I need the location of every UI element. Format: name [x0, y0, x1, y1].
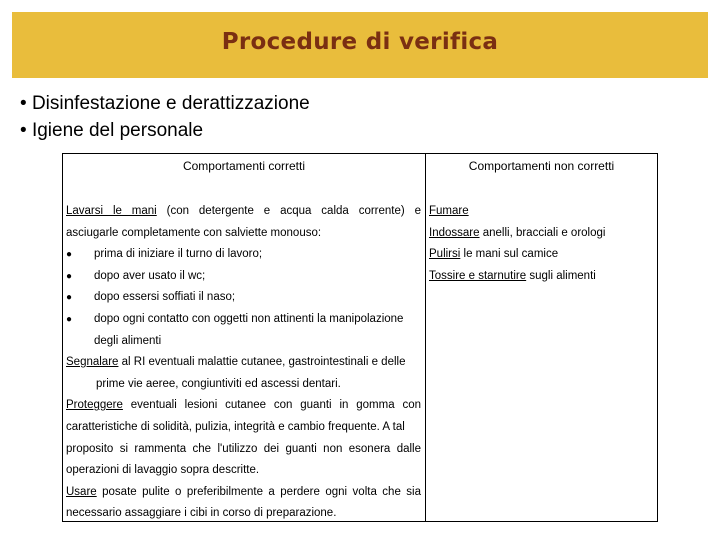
usare-line: Usare posate pulite o preferibilmente a perdere ogni volta che sia — [66, 485, 421, 498]
page-title: Procedure di verifica — [221, 29, 499, 55]
correct-header: Comportamenti corretti — [182, 159, 306, 173]
bullet-item: • Igiene del personale — [20, 120, 204, 141]
bullet-icon: ● — [66, 313, 73, 325]
bullet-icon: ● — [66, 292, 73, 304]
incorrect-column — [426, 154, 657, 521]
tossire-line: Tossire e starnutire sugli alimenti — [429, 269, 596, 282]
list-item: ● prima di iniziare il turno di lavoro; — [66, 244, 421, 266]
correct-list: Lavarsi le mani (con detergente e acqua calda corrente) e asciugarle completamente con salviette monouso: ● prima di iniziare il turno di lavoro; ● dopo aver usato il wc; ● dopo essersi soffiati il naso; ● dopo ogni contatto con oggetti non attinenti la manipolazione degli alimenti Segnalare al RI eventuali malattie cutanee, gastrointestinali e delle prime vie aeree, congiuntiviti ed ascessi dentari. Proteggere eventuali lesioni cutanee con guanti in gomma con caratteristiche di solidità, pulizia, integrità e cambio frequente. A tal proposito si rammenta che l'utilizzo dei guanti non esonera dalle operazioni di lavaggio sopra descritte. Usare posate pulite o preferibilmente a perdere ogni volta che sia necessario assaggiare i cibi in corso di preparazione. — [66, 201, 421, 525]
incorrect-list — [429, 201, 651, 287]
incorrect-header: Comportamenti non corretti — [468, 159, 615, 173]
bullet-icon: ● — [66, 270, 73, 282]
indossare-line: Indossare anelli, bracciali e orologi — [429, 226, 606, 239]
list-item: ● dopo essersi soffiati il naso; — [66, 287, 421, 309]
title-banner — [12, 12, 708, 78]
list-item: ● dopo aver usato il wc; — [66, 266, 421, 288]
correct-column — [63, 154, 426, 521]
bullet-item: • Disinfestazione e derattizzazione — [20, 93, 310, 114]
pulirsi-line: Pulirsi le mani sul camice — [429, 248, 559, 261]
bullet-icon: ● — [66, 249, 73, 261]
behaviour-table — [62, 153, 658, 522]
fumare-line: Fumare — [429, 205, 469, 217]
segnalare-line: Segnalare al RI eventuali malattie cutanee, gastrointestinali e delle — [66, 356, 406, 369]
lavarsi-line: Lavarsi le mani (con detergente e acqua calda corrente) e — [66, 205, 421, 217]
proteggere-line: Proteggere eventuali lesioni cutanee con guanti in gomma con — [66, 399, 421, 412]
bullet-list — [20, 90, 310, 144]
list-item: ● dopo ogni contatto con oggetti non attinenti la manipolazione — [66, 309, 421, 331]
